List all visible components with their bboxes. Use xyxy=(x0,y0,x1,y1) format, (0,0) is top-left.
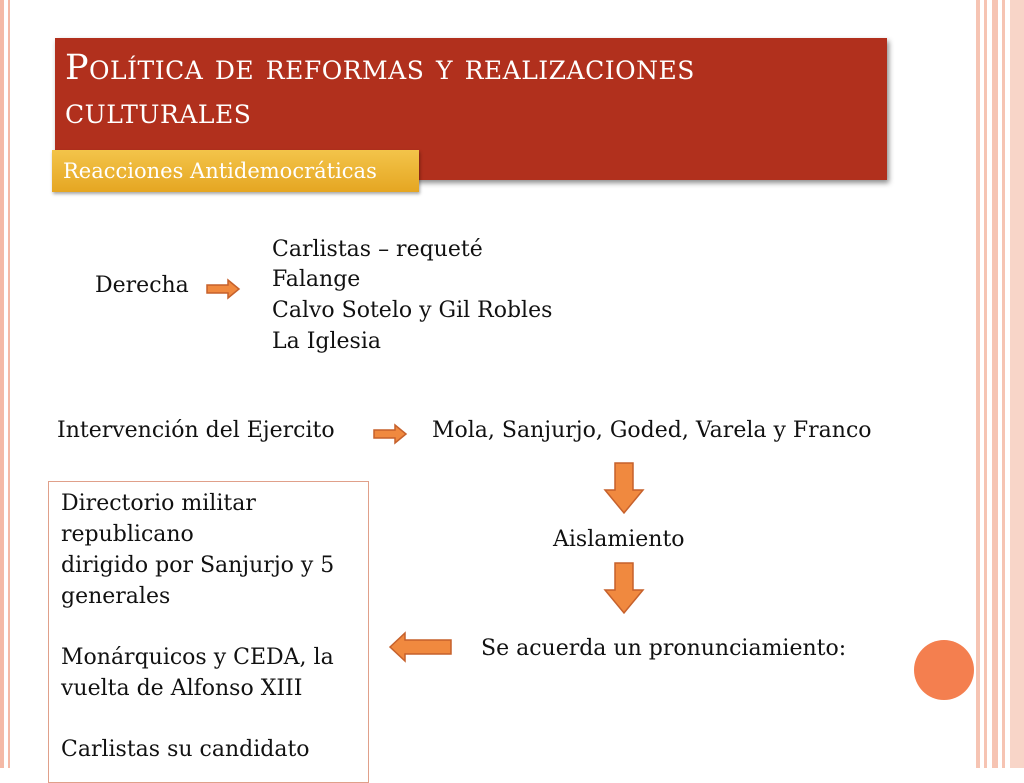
intervencion-label: Intervención del Ejercito xyxy=(57,418,335,443)
right-stripe xyxy=(976,0,980,768)
decorative-circle xyxy=(914,640,974,700)
right-stripe xyxy=(1010,0,1024,768)
slide-subtitle: Reacciones Antidemocráticas xyxy=(63,159,377,183)
down-arrow-icon xyxy=(604,462,644,514)
aislamiento-label: Aislamiento xyxy=(553,527,685,552)
right-stripe xyxy=(984,0,987,768)
down-arrow-icon xyxy=(604,562,644,614)
directorio-paragraph xyxy=(61,488,361,612)
carlistas-paragraph xyxy=(61,734,361,765)
right-stripe xyxy=(1002,0,1005,768)
box-line: generales xyxy=(61,584,171,609)
box-line: vuelta de Alfonso XIII xyxy=(61,676,303,701)
right-stripe xyxy=(992,0,998,768)
directorio-box xyxy=(48,481,369,783)
box-line: Monárquicos y CEDA, la xyxy=(61,645,334,670)
left-arrow-icon xyxy=(389,632,453,662)
derecha-item: Falange xyxy=(272,267,361,292)
right-arrow-icon xyxy=(373,424,407,444)
box-line: Carlistas su candidato xyxy=(61,737,310,762)
left-stripe-thin xyxy=(8,0,10,768)
box-line: dirigido por Sanjurjo y 5 xyxy=(61,553,335,578)
derecha-item: Calvo Sotelo y Gil Robles xyxy=(272,298,553,323)
right-arrow-icon xyxy=(206,279,240,299)
subtitle-banner xyxy=(52,150,419,192)
slide-title: Política de reformas y realizaciones culturales xyxy=(65,48,695,132)
monarquicos-paragraph xyxy=(61,642,361,704)
derecha-item: La Iglesia xyxy=(272,329,381,354)
pronunciamiento-label: Se acuerda un pronunciamiento: xyxy=(481,636,847,661)
derecha-item: Carlistas – requeté xyxy=(272,237,483,262)
derecha-label: Derecha xyxy=(95,273,189,298)
generales-list: Mola, Sanjurjo, Goded, Varela y Franco xyxy=(432,418,872,443)
box-line: republicano xyxy=(61,522,194,547)
left-stripe xyxy=(0,0,4,768)
box-line: Directorio militar xyxy=(61,491,256,516)
